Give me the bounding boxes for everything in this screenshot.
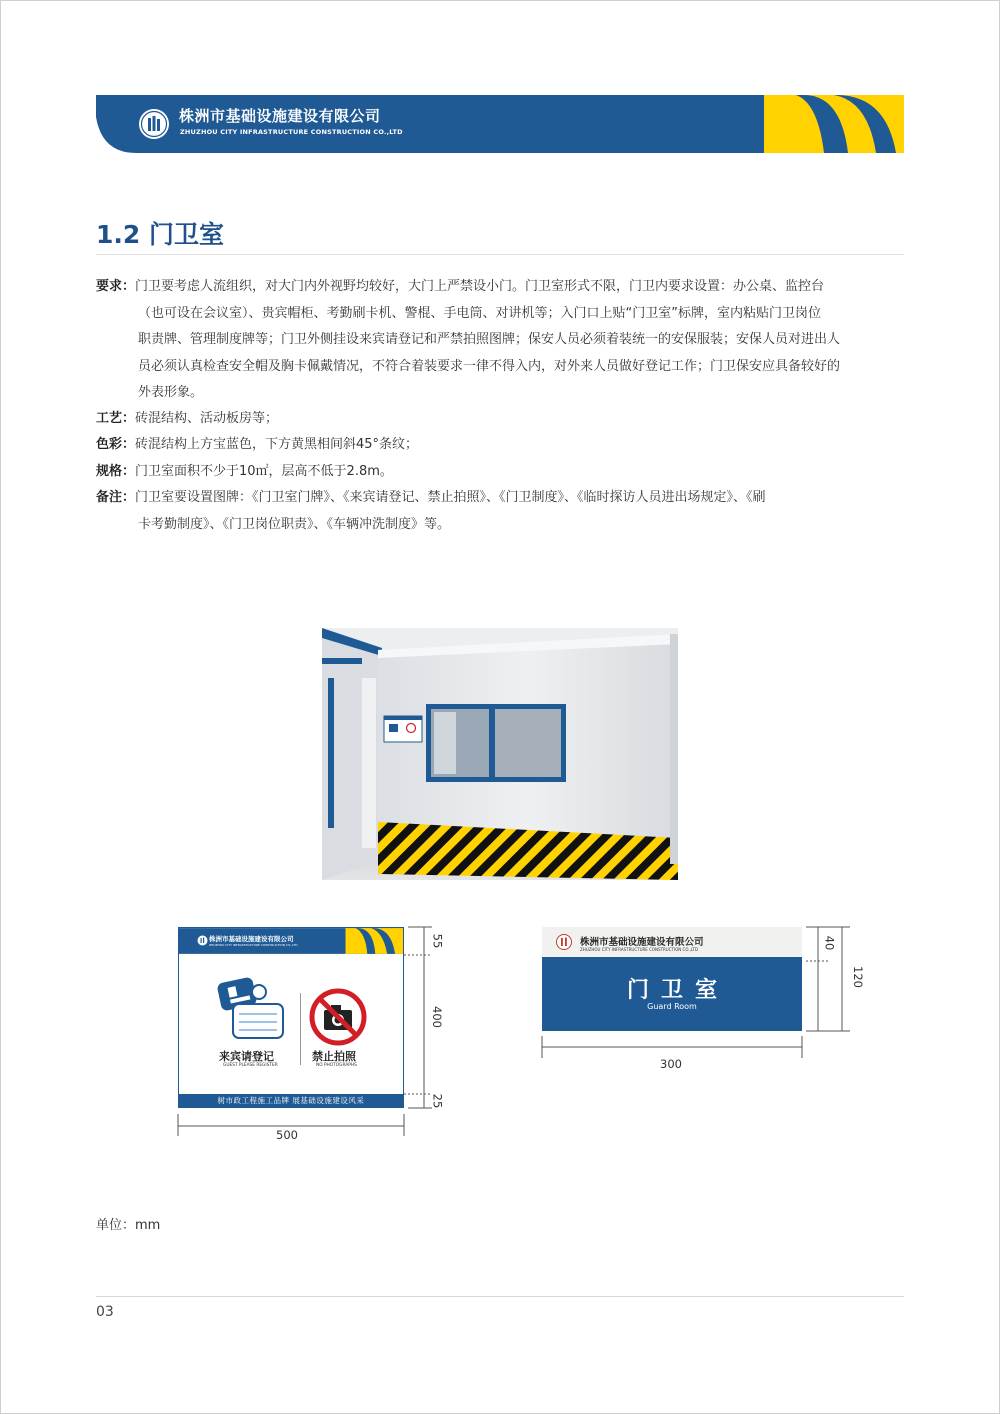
dim-sign-a-bottom: 25	[430, 1093, 445, 1109]
spec-text: 门卫室面积不少于10㎡，层高不低于2.8m。	[135, 464, 393, 479]
sign-a-company-cn: 株洲市基础设施建设有限公司	[209, 935, 294, 943]
spec-note	[96, 485, 904, 538]
no-photo-icon	[309, 988, 367, 1046]
note-text-line-1: 门卫室要设置图牌：《门卫室门牌》、《来宾请登记、禁止拍照》、《门卫制度》、《临时探访人员进出场规定》、《刷	[135, 490, 766, 505]
requirement-text-line-1: 门卫要考虑人流组织，对大门内外视野均较好，大门上严禁设小门。门卫室形式不限，门卫内要求设置：办公桌、监控台	[135, 279, 825, 294]
requirement-label: 要求：	[96, 279, 136, 294]
craft-label: 工艺：	[96, 411, 136, 426]
spec-color	[96, 432, 904, 459]
color-text: 砖混结构上方宝蓝色，下方黄黑相间斜45°条纹；	[135, 437, 419, 452]
note-text-line-2: 卡考勤制度》、《门卫岗位职责》、《车辆冲洗制度》等。	[138, 516, 451, 532]
color-label: 色彩：	[96, 437, 136, 452]
guard-room-render	[322, 628, 678, 880]
sign-a-slogan: 树市政工程施工品牌 展基础设施建设风采	[217, 1096, 365, 1105]
requirement-text-line-2: （也可设在会议室）、贵宾帽柜、考勤刷卡机、警棍、手电筒、对讲机等；入门口上贴“门卫室”标牌，室内粘贴门卫岗位	[138, 305, 821, 321]
header-company-en: ZHUZHOU CITY INFRASTRUCTURE CONSTRUCTION CO.,LTD	[180, 128, 403, 136]
guest-register-label: 来宾请登记	[219, 1050, 274, 1063]
header-banner	[96, 95, 904, 153]
note-label: 备注：	[96, 490, 136, 505]
spec-size	[96, 459, 904, 486]
unit-note: 单位：mm	[96, 1218, 161, 1233]
dim-sign-a-top: 55	[430, 933, 445, 949]
section-title: 1.2 门卫室	[96, 220, 224, 249]
dim-sign-a-middle: 400	[429, 1006, 444, 1028]
craft-text: 砖混结构、活动板房等；	[135, 411, 279, 426]
guest-register-en: GUEST PLEASE REGISTER	[223, 1063, 278, 1068]
sign-b-logo-icon	[556, 934, 572, 950]
no-photo-en: NO PHOTOGRAPHS	[316, 1063, 357, 1068]
sign-guard-room	[542, 927, 802, 1031]
dim-sign-a-width: 500	[276, 1128, 298, 1142]
sign-a-divider	[300, 993, 301, 1065]
sign-b-title: 门卫室	[626, 978, 729, 1003]
spec-requirement	[96, 274, 904, 407]
sign-guest-no-photo	[178, 927, 404, 1108]
page-number: 03	[96, 1304, 114, 1320]
sign-b-company-cn: 株洲市基础设施建设有限公司	[580, 937, 704, 948]
header-company-cn: 株洲市基础设施建设有限公司	[179, 107, 381, 125]
requirement-text-line-5: 外表形象。	[138, 385, 204, 400]
dim-sign-b-height: 120	[850, 966, 865, 988]
sign-a-company-en: ZHUZHOU CITY INFRASTRUCTURE CONSTRUCTION CO.,LTD	[209, 943, 298, 947]
sign-a-logo-icon	[197, 935, 208, 946]
footer-divider	[96, 1296, 904, 1297]
sign-b-company-en: ZHUZHOU CITY INFRASTRUCTURE CONSTRUCTION CO.,LTD	[580, 947, 699, 952]
company-logo-icon	[138, 108, 170, 140]
guest-register-icon	[215, 974, 287, 1044]
title-divider	[96, 254, 904, 255]
dim-sign-b-width: 300	[660, 1057, 682, 1071]
dim-sign-b-top: 40	[822, 935, 837, 951]
no-photo-label: 禁止拍照	[312, 1050, 356, 1063]
sign-b-subtitle: Guard Room	[647, 1002, 697, 1011]
spec-label: 规格：	[96, 464, 136, 479]
requirement-text-line-3: 职责牌、管理制度牌等；门卫外侧挂设来宾请登记和严禁拍照图牌；保安人员必须着装统一的安保服装；安保人员对进出人	[138, 332, 841, 347]
requirement-text-line-4: 员必须认真检查安全帽及胸卡佩戴情况，不符合着装要求一律不得入内，对外来人员做好登记工作；门卫保安应具备较好的	[138, 358, 841, 374]
spec-craft	[96, 406, 904, 433]
